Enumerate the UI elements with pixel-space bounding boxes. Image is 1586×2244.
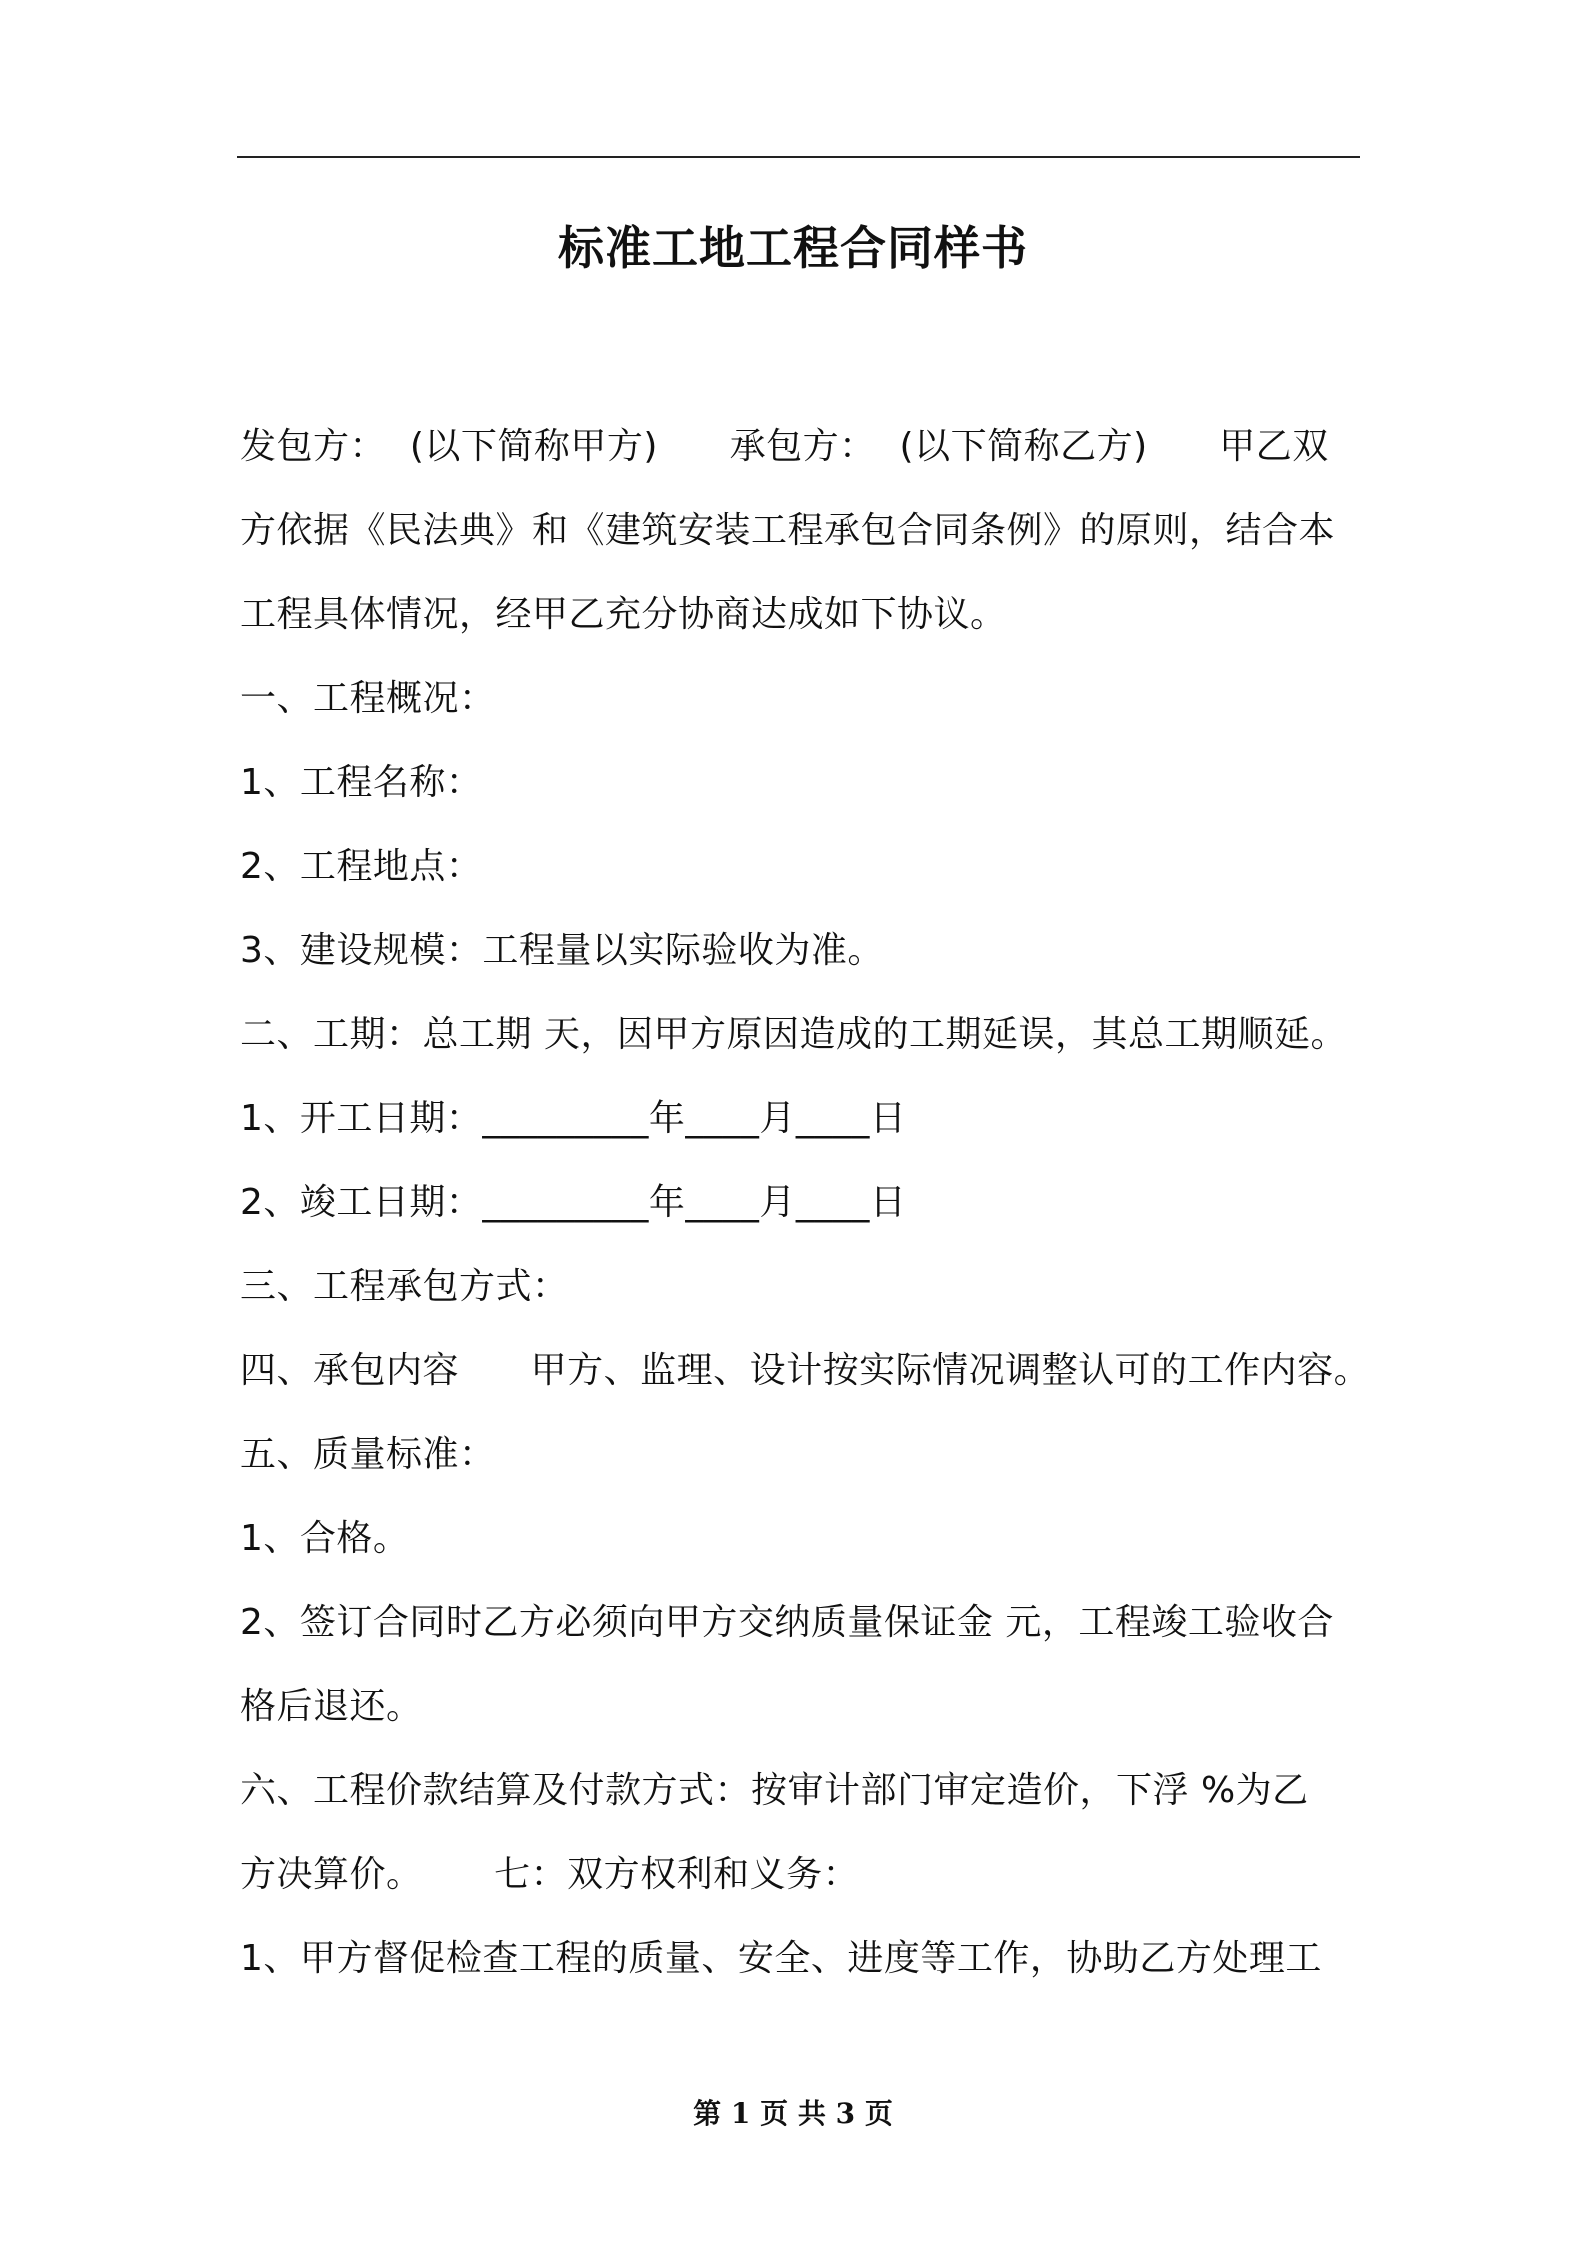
section-heading: 五、质量标准： bbox=[240, 1434, 496, 1475]
section-heading: 四、承包内容 甲方、监理、设计按实际情况调整认可的工作内容。 bbox=[240, 1350, 1371, 1391]
body-line: 1、合格。 bbox=[240, 1518, 410, 1559]
section-heading: 三、工程承包方式： bbox=[240, 1266, 569, 1307]
header-rule bbox=[237, 156, 1360, 158]
document-body bbox=[240, 405, 1370, 2001]
body-line: 1、甲方督促检查工程的质量、安全、进度等工作，协助乙方处理工 bbox=[240, 1938, 1322, 1979]
body-line: 2、工程地点： bbox=[240, 846, 483, 887]
section-heading: 六、工程价款结算及付款方式：按审计部门审定造价，下浮 %为乙 bbox=[240, 1770, 1309, 1811]
body-line: 2、竣工日期：_________年____月____日 bbox=[240, 1182, 907, 1223]
body-line: 方决算价。 七：双方权利和义务： bbox=[240, 1854, 860, 1895]
body-line: 发包方： (以下简称甲方) 承包方： (以下简称乙方) 甲乙双 bbox=[240, 426, 1329, 467]
body-line: 方依据《民法典》和《建筑安装工程承包合同条例》的原则，结合本 bbox=[240, 510, 1336, 551]
body-line: 格后退还。 bbox=[240, 1686, 423, 1727]
body-line: 2、签订合同时乙方必须向甲方交纳质量保证金 元，工程竣工验收合 bbox=[240, 1602, 1334, 1643]
document-title: 标准工地工程合同样书 bbox=[558, 221, 1028, 275]
page-number: 第 1 页 共 3 页 bbox=[693, 2097, 893, 2130]
body-line: 1、工程名称： bbox=[240, 762, 483, 803]
body-line: 1、开工日期：_________年____月____日 bbox=[240, 1098, 907, 1139]
body-line: 3、建设规模：工程量以实际验收为准。 bbox=[240, 930, 884, 971]
section-heading: 一、工程概况： bbox=[240, 678, 496, 719]
body-line: 工程具体情况，经甲乙充分协商达成如下协议。 bbox=[240, 594, 1007, 635]
section-heading: 二、工期：总工期 天，因甲方原因造成的工期延误，其总工期顺延。 bbox=[240, 1014, 1347, 1055]
